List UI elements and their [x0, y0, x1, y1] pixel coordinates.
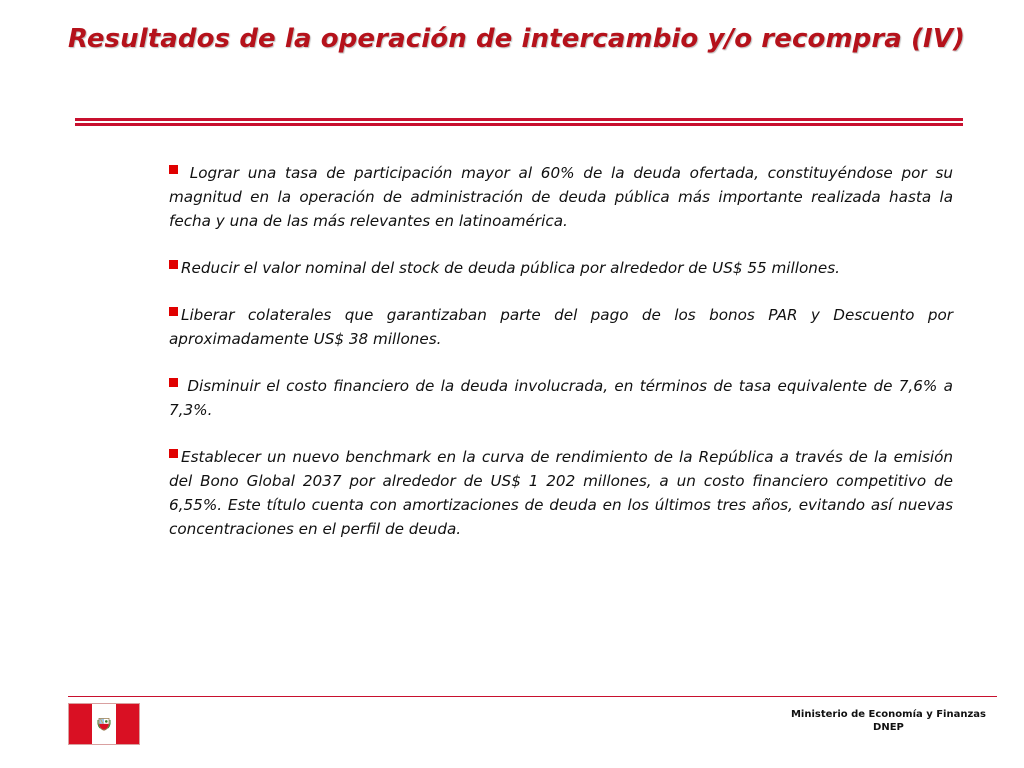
peru-flag-icon	[69, 704, 139, 744]
square-bullet-icon	[169, 165, 178, 174]
bullet-list	[169, 161, 953, 564]
square-bullet-icon	[169, 307, 178, 316]
bullet-text: Establecer un nuevo benchmark en la curva de rendimiento de la República a través de la emisión del Bono Global 2037 por alrededor de US$ 1 202 millones, a un costo financiero competitivo de 6,55%. Este título cuenta con amortizaciones de deuda en los últimos tres años, evitando así nuevas concentraciones en el perfil de deuda.	[169, 448, 953, 538]
ministry-name: Ministerio de Economía y Finanzas	[790, 709, 986, 720]
bullet-item-nominal-value	[169, 256, 953, 280]
square-bullet-icon	[169, 260, 178, 269]
title-divider-bottom	[75, 123, 963, 126]
bullet-item-collaterals	[169, 303, 953, 351]
ministry-label	[791, 708, 986, 734]
bullet-item-participation	[169, 161, 953, 233]
slide-title: Resultados de la operación de intercambio y/o recompra (IV)	[68, 24, 966, 54]
bullet-text: Lograr una tasa de participación mayor al 60% de la deuda ofertada, constituyéndose por su magnitud en la operación de administración de deuda pública más importante realizada hasta la fecha y una de las más relevantes en latinoamérica.	[169, 164, 953, 230]
bullet-text: Liberar colaterales que garantizaban parte del pago de los bonos PAR y Descuento por aproximadamente US$ 38 millones.	[169, 306, 953, 348]
square-bullet-icon	[169, 449, 178, 458]
department-name: DNEP	[873, 722, 904, 733]
bullet-item-benchmark	[169, 445, 953, 541]
bullet-item-financial-cost	[169, 374, 953, 422]
flag-red-band	[69, 704, 92, 744]
coat-of-arms-icon	[97, 717, 110, 731]
square-bullet-icon	[169, 378, 178, 387]
title-divider-top	[75, 118, 963, 121]
bullet-text: Disminuir el costo financiero de la deuda involucrada, en términos de tasa equivalente de 7,6% a 7,3%.	[169, 377, 953, 419]
bullet-text: Reducir el valor nominal del stock de deuda pública por alrededor de US$ 55 millones.	[181, 259, 840, 277]
footer-divider	[68, 696, 997, 697]
flag-white-band	[92, 704, 115, 744]
flag-red-band	[116, 704, 139, 744]
